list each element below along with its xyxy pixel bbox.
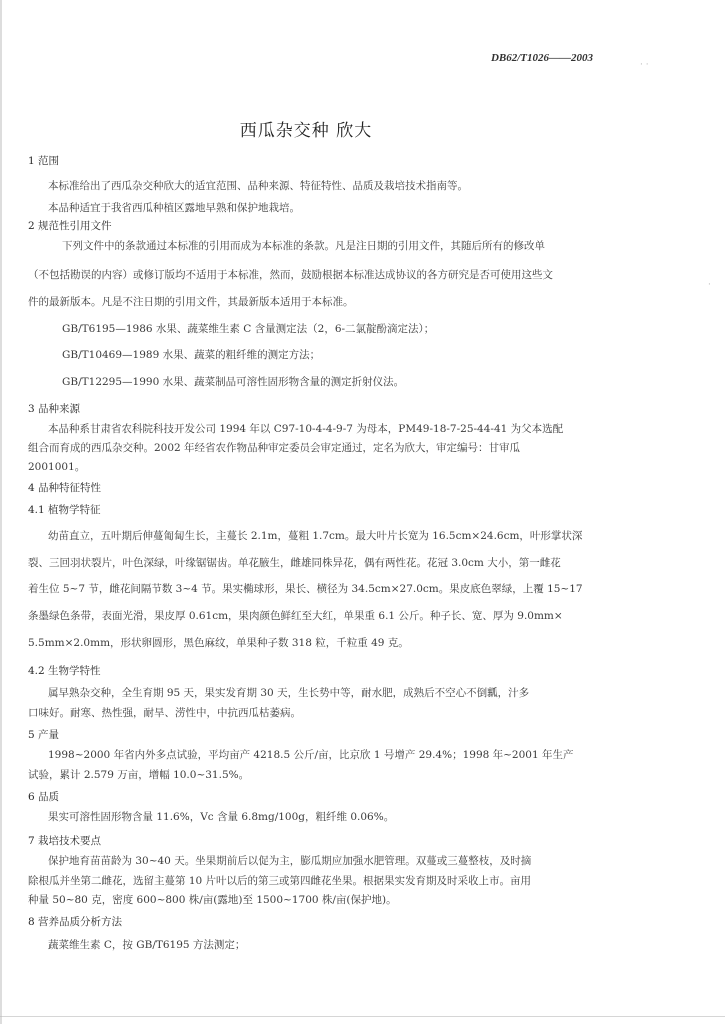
body-line: 条墨绿色条带，表面光滑，果皮厚 0.61cm，果肉颜色鲜红至大红，单果重 6.1 公斤。种子长、宽、厚为 9.0mm× (28, 610, 563, 622)
document-title: 西瓜杂交种 欣大 (239, 121, 373, 141)
body-line: 下列文件中的条款通过本标准的引用而成为本标准的条款。凡是注日期的引用文件，其随后所有的修改单 (62, 240, 545, 252)
body-line: 1998~2000 年省内外多点试验，平均亩产 4218.5 公斤/亩，比京欣 1 号增产 29.4%；1998 年~2001 年生产 (48, 749, 574, 761)
body-line: 蔬菜维生素 C，按 GB/T6195 方法测定； (48, 939, 246, 951)
body-line: 本品种系甘肃省农科院科技开发公司 1994 年以 C97-10-4-4-9-7 为母本，PM49-18-7-25-44-41 为父本选配 (48, 423, 564, 435)
reference-item: GB/T12295—1990 水果、蔬菜制品可溶性固形物含量的测定折射仪法。 (62, 376, 405, 388)
scan-edge (0, 0, 2, 1024)
body-line: 本品种适宜于我省西瓜种植区露地早熟和保护地栽培。 (48, 202, 300, 214)
section-heading: 7 栽培技术要点 (28, 835, 102, 847)
section-heading: 5 产量 (28, 729, 60, 741)
standard-code: DB62/T1026——2003 (490, 52, 593, 64)
reference-item: GB/T10469—1989 水果、蔬菜的粗纤维的测定方法； (62, 349, 321, 361)
scan-speck: · · (640, 60, 649, 70)
subsection-heading: 4.2 生物学特性 (28, 665, 101, 677)
section-heading: 8 营养品质分析方法 (28, 916, 123, 928)
section-heading: 4 品种特征特性 (28, 482, 102, 494)
body-line: 口味好。耐寒、热性强，耐旱、涝性中，中抗西瓜枯萎病。 (28, 707, 301, 719)
section-heading: 6 品质 (28, 791, 60, 803)
body-line: 种量 50~80 克，密度 600~800 株/亩(露地)至 1500~1700 株/亩(保护地)。 (28, 894, 397, 906)
reference-item: GB/T6195—1986 水果、蔬菜维生素 C 含量测定法（2，6-二氯靛酚滴定法）； (62, 323, 435, 335)
body-line: 保护地育苗苗龄为 30~40 天。坐果期前后以促为主，膨瓜期应加强水肥管理。双蔓或三蔓整枝，及时摘 (48, 855, 532, 867)
section-heading: 2 规范性引用文件 (28, 220, 112, 232)
body-line: （不包括勘误的内容）或修订版均不适用于本标准，然而，鼓励根据本标准达成协议的各方研究是否可使用这些文 (28, 269, 553, 281)
body-line: 着生位 5~7 节，雌花间隔节数 3~4 节。果实椭球形，果长、横径为 34.5cm×27.0cm。果皮底色翠绿，上覆 15~17 (28, 583, 583, 595)
body-line: 件的最新版本。凡是不注日期的引用文件，其最新版本适用于本标准。 (28, 296, 354, 308)
section-heading: 3 品种来源 (28, 403, 81, 415)
body-line: 本标准给出了西瓜杂交种欣大的适宜范围、品种来源、特征特性、品质及栽培技术指南等。 (48, 180, 468, 192)
body-line: 裂、三回羽状裂片，叶色深绿，叶缘锯锯齿。单花腋生，雌雄同株异花，偶有两性花。花冠 3.0cm 大小，第一雌花 (28, 557, 561, 569)
body-line: 2001001。 (28, 461, 86, 473)
body-line: 5.5mm×2.0mm，形状卵圆形，黑色麻纹，单果种子数 318 粒，千粒重 49 克。 (28, 637, 409, 649)
body-line: 果实可溶性固形物含量 11.6%，Vc 含量 6.8mg/100g，粗纤维 0.06%。 (48, 811, 395, 823)
body-line: 除根瓜并坐第二雌花，选留主蔓第 10 片叶以后的第三或第四雌花坐果。根据果实发育期及时采收上市。亩用 (28, 875, 532, 887)
section-heading: 1 范围 (28, 155, 60, 167)
body-line: 幼苗直立，五叶期后伸蔓匍匐生长，主蔓长 2.1m，蔓粗 1.7cm。最大叶片长宽为 16.5cm×24.6cm，叶形掌状深 (48, 530, 583, 542)
subsection-heading: 4.1 植物学特征 (28, 504, 101, 516)
body-line: 属早熟杂交种，全生育期 95 天，果实发育期 30 天，生长势中等，耐水肥，成熟后不空心不倒瓤，汁多 (48, 687, 530, 699)
body-line: 试验，累计 2.579 万亩，增幅 10.0~31.5%。 (28, 769, 250, 781)
scan-speck: · (708, 280, 711, 290)
body-line: 组合而育成的西瓜杂交种。2002 年经省农作物品种审定委员会审定通过，定名为欣大，审定编号：甘审瓜 (28, 442, 521, 454)
scan-edge-bottom (0, 1016, 725, 1017)
